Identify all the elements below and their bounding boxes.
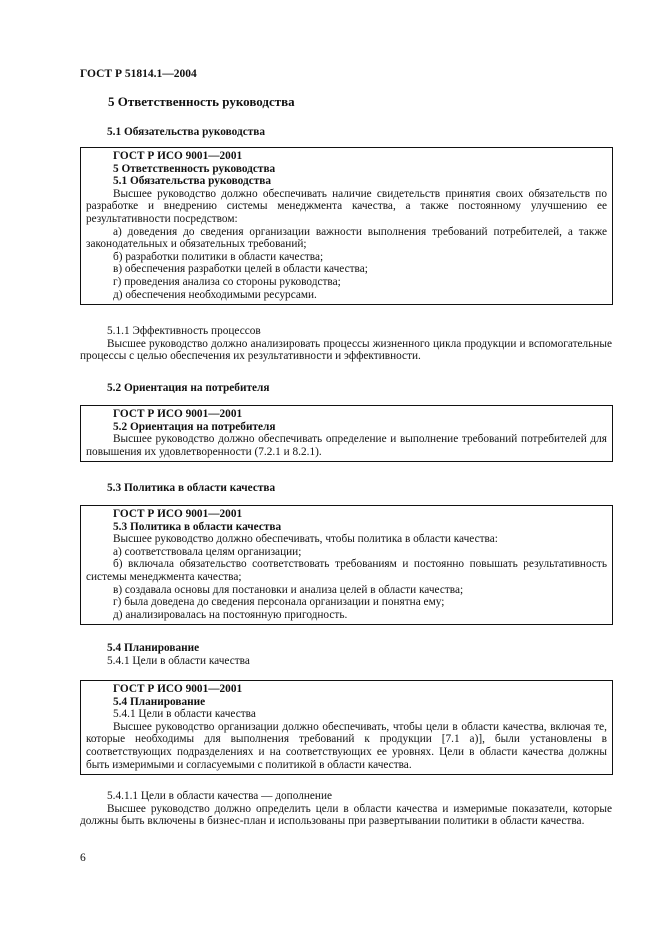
box-item: г) была доведена до сведения персонала организации и понятна ему; (113, 596, 445, 609)
box-subsection: 5.2 Ориентация на потребителя (113, 420, 276, 433)
box-item: в) создавала основы для постановки и анализа целей в области качества; (113, 583, 464, 596)
box-item: г) проведения анализа со стороны руководства; (113, 275, 341, 288)
heading-5-2: 5.2 Ориентация на потребителя (107, 382, 270, 394)
box-item: б) включала обязательство соответствовать требованиям и постоянно повышать результативность системы менеджмента качества; (86, 558, 607, 583)
heading-5-4: 5.4 Планирование (107, 642, 200, 654)
page-number: 6 (80, 852, 86, 864)
clause-title: 5.1.1 Эффективность процессов (107, 325, 261, 337)
clause-text: Высшее руководство должно определить цели в области качества и измеримые показатели, которые должны быть включены в бизнес-план и использованы при развертывании политики в области качества. (80, 802, 612, 828)
box-item: д) обеспечения необходимыми ресурсами. (113, 288, 317, 301)
box-standard-ref: ГОСТ Р ИСО 9001—2001 (113, 683, 243, 695)
box-text: Высшее руководство организации должно обеспечивать, чтобы цели в области качества, включая те, которые необходимы для выполнения требований к продукции [7.1 а)], были установлены в соответствующих подразделениях и на соответствующих ее уровнях. Цели в области качества должны быть измеримыми и согласуемыми с политикой в области качества. (86, 720, 607, 771)
box-section: 5 Ответственность руководства (113, 162, 276, 175)
box-subsection: 5.3 Политика в области качества (113, 520, 282, 533)
section-5-4-intro (80, 642, 612, 667)
box-intro: Высшее руководство должно обеспечивать, чтобы политика в области качества: (113, 533, 498, 546)
box-standard-ref: ГОСТ Р ИСО 9001—2001 (113, 508, 243, 520)
clause-title: 5.4.1.1 Цели в области качества — дополнение (107, 790, 333, 802)
box-item: а) доведения до сведения организации важности выполнения требований потребителей, а также законодательных и обязательных требований; (86, 225, 607, 251)
clause-text: Высшее руководство должно анализировать процессы жизненного цикла продукции и вспомогательные процессы с целью обеспечения их результативности и эффективности. (80, 337, 612, 363)
box-item: д) анализировалась на постоянную пригодность. (113, 608, 348, 621)
box-item: а) соответствовала целям организации; (113, 545, 302, 558)
quote-box-5-4 (80, 680, 613, 775)
quote-box-5-1 (80, 147, 613, 305)
box-clause-title: 5.4.1 Цели в области качества (113, 708, 256, 721)
box-intro: Высшее руководство должно обеспечивать наличие свидетельств принятия своих обязательств по разработке и внедрению системы менеджмента качества, а также постоянному улучшению ее результативности посредством: (86, 187, 607, 225)
clause-5-1-1 (80, 325, 612, 363)
box-item: б) разработки политики в области качества; (113, 250, 324, 263)
box-text: Высшее руководство должно обеспечивать определение и выполнение требований потребителей для повышения их удовлетворенности (7.2.1 и 8.2.1). (86, 433, 607, 458)
heading-5-1: 5.1 Обязательства руководства (107, 126, 266, 138)
clause-5-4-1-1 (80, 790, 612, 828)
clause-5-4-1-title: 5.4.1 Цели в области качества (107, 654, 250, 667)
box-standard-ref: ГОСТ Р ИСО 9001—2001 (113, 150, 243, 162)
box-subsection: 5.1 Обязательства руководства (113, 175, 272, 188)
document-id: ГОСТ Р 51814.1—2004 (80, 68, 197, 80)
box-subsection: 5.4 Планирование (113, 695, 206, 708)
quote-box-5-2 (80, 405, 613, 462)
heading-5-3: 5.3 Политика в области качества (107, 482, 276, 494)
quote-box-5-3 (80, 505, 613, 625)
box-item: в) обеспечения разработки целей в области качества; (113, 263, 368, 276)
box-standard-ref: ГОСТ Р ИСО 9001—2001 (113, 408, 243, 420)
section-title: 5 Ответственность руководства (108, 94, 295, 109)
